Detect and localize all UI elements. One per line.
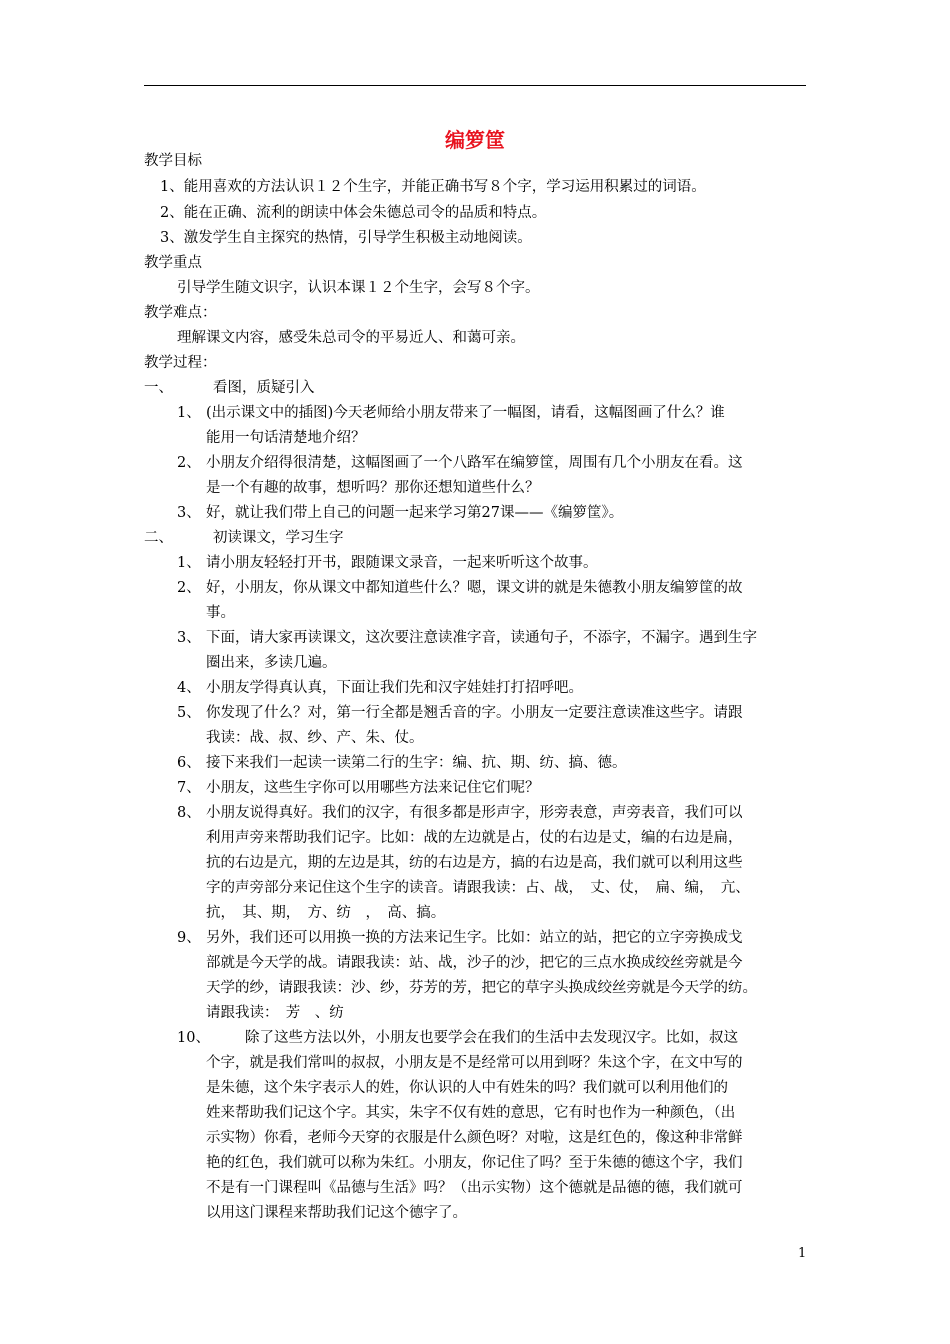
text-line: 是朱德，这个朱字表示人的姓，你认识的人中有姓朱的吗？我们就可以利用他们的 xyxy=(206,1080,728,1096)
text-line: 不是有一门课程叫《品德与生活》吗？（出示实物）这个德就是品德的德，我们就可 xyxy=(206,1180,743,1196)
text-line: 部就是今天学的战。请跟我读：站、战，沙子的沙，把它的三点水换成绞丝旁就是今 xyxy=(206,955,743,971)
text-line: 好，小朋友，你从课文中都知道些什么？嗯，课文讲的就是朱德教小朋友编箩筐的故 xyxy=(206,580,743,596)
list-number: 1、 xyxy=(177,405,201,421)
document-title: 编箩筐 xyxy=(445,128,505,152)
text-line: 下面，请大家再读课文，这次要注意读准字音，读通句子，不添字，不漏字。遇到生字 xyxy=(206,630,757,646)
text-line: 好，就让我们带上自己的问题一起来学习第27课——《编箩筐》。 xyxy=(206,505,624,521)
list-number: 3、 xyxy=(177,630,201,646)
text-line: 字的声旁部分来记住这个生字的读音。请跟我读：占、战， 丈、仗， 扁、编， 亢、 xyxy=(206,880,750,896)
text-line: 小朋友学得真认真，下面让我们先和汉字娃娃打打招呼吧。 xyxy=(206,680,583,696)
text-line: 你发现了什么？对，第一行全都是翘舌音的字。小朋友一定要注意读准这些字。请跟 xyxy=(206,705,743,721)
list-number: 1、 xyxy=(177,555,201,571)
text-line: 1、能用喜欢的方法认识１２个生字，并能正确书写８个字，学习运用积累过的词语。 xyxy=(160,179,706,195)
text-line: 能用一句话清楚地介绍？ xyxy=(206,430,366,446)
text-line: 示实物）你看，老师今天穿的衣服是什么颜色呀？对啦，这是红色的，像这种非常鲜 xyxy=(206,1130,743,1146)
list-number: 2、 xyxy=(177,580,201,596)
page-number: 1 xyxy=(798,1246,807,1261)
text-line: 天学的纱，请跟我读：沙、纱，芬芳的芳，把它的草字头换成绞丝旁就是今天学的纺。 xyxy=(206,980,757,996)
text-line: 请小朋友轻轻打开书，跟随课文录音，一起来听听这个故事。 xyxy=(206,555,598,571)
text-line: 理解课文内容，感受朱总司令的平易近人、和蔼可亲。 xyxy=(177,330,525,346)
text-line: 圈出来，多读几遍。 xyxy=(206,655,337,671)
list-number: 10、 xyxy=(177,1030,210,1046)
text-line: 小朋友说得真好。我们的汉字，有很多都是形声字，形旁表意，声旁表音，我们可以 xyxy=(206,805,743,821)
section-heading: 教学重点 xyxy=(144,255,202,271)
text-line: (出示课文中的插图)今天老师给小朋友带来了一幅图，请看，这幅图画了什么？谁 xyxy=(206,405,725,421)
list-number: 3、 xyxy=(177,505,201,521)
text-line: 除了这些方法以外，小朋友也要学会在我们的生活中去发现汉字。比如，叔这 xyxy=(245,1030,738,1046)
list-number: 2、 xyxy=(177,455,201,471)
list-heading: 看图，质疑引入 xyxy=(213,380,315,396)
text-line: 个字，就是我们常叫的叔叔，小朋友是不是经常可以用到呀？朱这个字，在文中写的 xyxy=(206,1055,743,1071)
text-line: 以用这门课程来帮助我们记这个德字了。 xyxy=(206,1205,467,1221)
text-line: 请跟我读： 芳 、纺 xyxy=(206,1005,344,1021)
text-line: 小朋友，这些生字你可以用哪些方法来记住它们呢？ xyxy=(206,780,540,796)
list-number: 5、 xyxy=(177,705,201,721)
text-line: 小朋友介绍得很清楚，这幅图画了一个八路军在编箩筐，周围有几个小朋友在看。这 xyxy=(206,455,743,471)
text-line: 事。 xyxy=(206,605,235,621)
list-number: 9、 xyxy=(177,930,201,946)
list-heading: 初读课文，学习生字 xyxy=(213,530,344,546)
list-number: 6、 xyxy=(177,755,201,771)
text-line: 引导学生随文识字，认识本课１２个生字，会写８个字。 xyxy=(177,280,540,296)
list-number: 7、 xyxy=(177,780,201,796)
text-line: 2、能在正确、流利的朗读中体会朱德总司令的品质和特点。 xyxy=(160,205,547,221)
list-number: 一、 xyxy=(144,380,173,396)
section-heading: 教学目标 xyxy=(144,153,202,169)
text-line: 利用声旁来帮助我们记字。比如：战的左边就是占，仗的右边是丈，编的右边是扁， xyxy=(206,830,743,846)
text-line: 抗， 其、期， 方、纺 ， 高、搞。 xyxy=(206,905,446,921)
text-line: 艳的红色，我们就可以称为朱红。小朋友，你记住了吗？至于朱德的德这个字，我们 xyxy=(206,1155,743,1171)
section-heading: 教学过程： xyxy=(144,355,217,371)
text-line: 是一个有趣的故事，想听吗？那你还想知道些什么？ xyxy=(206,480,540,496)
section-heading: 教学难点： xyxy=(144,305,217,321)
text-line: 另外，我们还可以用换一换的方法来记生字。比如：站立的站，把它的立字旁换成戈 xyxy=(206,930,743,946)
list-number: 8、 xyxy=(177,805,201,821)
text-line: 抗的右边是亢，期的左边是其，纺的右边是方，搞的右边是高，我们就可以利用这些 xyxy=(206,855,743,871)
list-number: 4、 xyxy=(177,680,201,696)
list-number: 二、 xyxy=(144,530,173,546)
text-line: 姓来帮助我们记这个字。其实，朱字不仅有姓的意思，它有时也作为一种颜色，（出 xyxy=(206,1105,736,1121)
text-line: 我读：战、叔、纱、产、朱、仗。 xyxy=(206,730,424,746)
header-rule xyxy=(144,85,806,86)
text-line: 接下来我们一起读一读第二行的生字：编、抗、期、纺、搞、德。 xyxy=(206,755,627,771)
text-line: 3、激发学生自主探究的热情，引导学生积极主动地阅读。 xyxy=(160,230,532,246)
